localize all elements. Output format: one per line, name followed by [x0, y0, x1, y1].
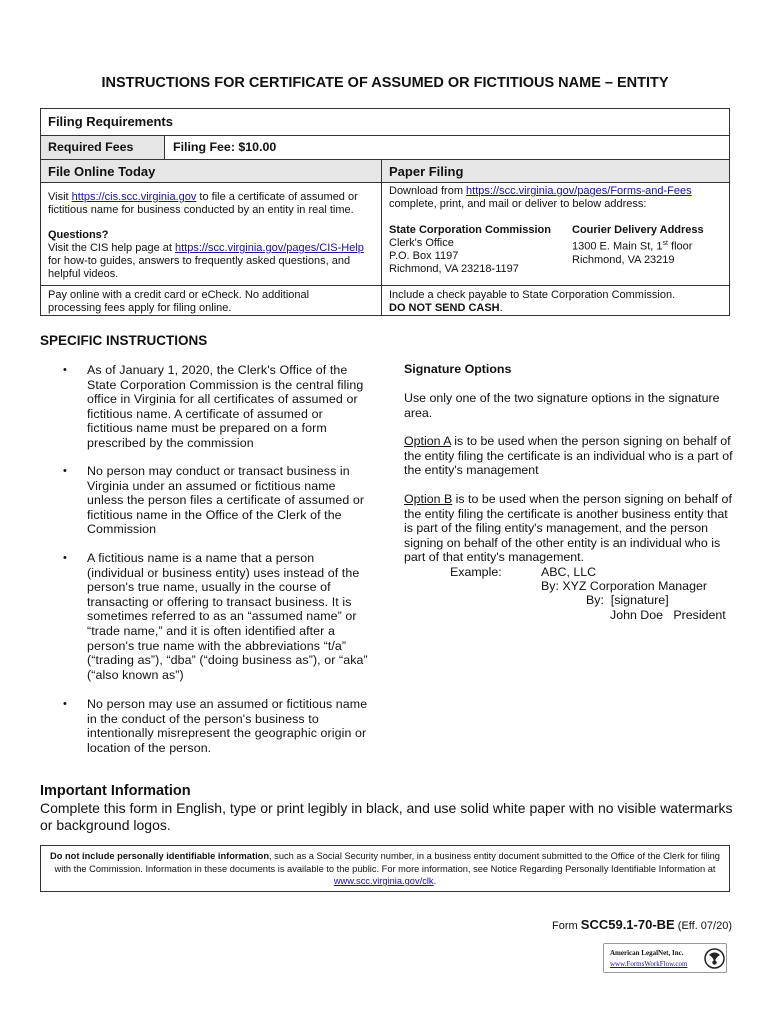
publisher-logo-icon — [704, 948, 725, 969]
signature-options-heading: Signature Options — [404, 362, 512, 376]
paper-download-text: Download from https://scc.virginia.gov/pages/Forms-and-Fees complete, print, and mail or deliver to below address: — [389, 185, 692, 210]
column-divider — [381, 159, 382, 315]
bullet-4: • — [63, 698, 67, 710]
example-line-4: John Doe President — [610, 608, 726, 622]
paper-filing-heading: Paper Filing — [389, 164, 464, 179]
example-line-2: By: XYZ Corporation Manager — [541, 579, 707, 593]
required-fees-label: Required Fees — [48, 140, 134, 154]
pii-notice-box: Do not include personally identifiable information, such as a Social Security number, in a business entity document submitted to the Office of the Clerk for filing with the Commission. Information in these documents is available to the public. For more information, see Notice Regarding Personally Identifiable Information at www.scc.virginia.gov/clk. — [40, 845, 730, 892]
publisher-url[interactable]: www.FormsWorkFlow.com — [610, 960, 688, 968]
instruction-3: A fictitious name is a name that a person (individual or business entity) uses instead of the person's true name, usually in the course of transacting or offering to transact business. It is sometimes referred to as an “assumed name” or “trade name,” and it is often identified after a person's true name with the abbreviations “t/a” (“trading as”), “dba” (“doing business as”), or “aka” (“also known as”) — [87, 551, 368, 682]
forms-and-fees-link[interactable]: https://scc.virginia.gov/pages/Forms-and-Fees — [466, 185, 692, 197]
option-a-text: Option A is to be used when the person signing on behalf of the entity filing the certificate is an individual who is a part of the entity's management — [404, 434, 733, 478]
questions-text: Visit the CIS help page at https://scc.virginia.gov/pages/CIS-Help for how-to guides, answers to frequently asked questions, and helpful videos. — [48, 242, 364, 280]
form-number: Form SCC59.1-70-BE (Eff. 07/20) — [552, 917, 732, 932]
option-b-label: Option B — [404, 492, 453, 506]
important-heading: Important Information — [40, 783, 191, 799]
option-b-text: Option B is to be used when the person signing on behalf of the entity filing the certificate is another business entity that is part of the filing entity's management, and the person signing on behalf of the other entity is an individual who is part of that entity's management. — [404, 492, 732, 565]
specific-instructions-heading: SPECIFIC INSTRUCTIONS — [40, 333, 208, 348]
file-online-heading: File Online Today — [48, 164, 156, 179]
example-line-3: By: [signature] — [586, 593, 669, 607]
cis-link[interactable]: https://cis.scc.virginia.gov — [71, 191, 197, 203]
publisher-name: American LegalNet, Inc. — [610, 949, 684, 957]
bullet-3: • — [63, 552, 67, 564]
pay-row-line — [41, 285, 729, 286]
instruction-4: No person may use an assumed or fictitious name in the conduct of the person's business to intentionally misrepresent the geographic origin or location of the person. — [87, 697, 368, 755]
publisher-badge — [603, 943, 727, 973]
online-visit-text: Visit https://cis.scc.virginia.gov to file a certificate of assumed or fictitious name for business conducted by an entity in real time. — [48, 191, 358, 216]
option-a-label: Option A — [404, 434, 451, 448]
bullet-1: • — [63, 364, 67, 376]
courier-address: 1300 E. Main St, 1st floor Richmond, VA 23219 — [572, 240, 693, 266]
clk-link[interactable]: www.scc.virginia.gov/clk — [333, 876, 434, 886]
filing-requirements-heading: Filing Requirements — [48, 114, 173, 129]
page-title: INSTRUCTIONS FOR CERTIFICATE OF ASSUMED OR FICTITIOUS NAME – ENTITY — [101, 75, 669, 91]
example-line-1: ABC, LLC — [541, 565, 597, 579]
example-label: Example: — [450, 565, 502, 579]
cis-help-link[interactable]: https://scc.virginia.gov/pages/CIS-Help — [175, 242, 364, 254]
scc-address: Clerk's Office P.O. Box 1197 Richmond, VA 23218-1197 — [389, 237, 519, 275]
important-text: Complete this form in English, type or print legibly in black, and use solid white paper with no visible watermarks or background logos. — [40, 800, 733, 833]
instruction-2: No person may conduct or transact business in Virginia under an assumed or fictitious name unless the person files a certificate of assumed or fictitious name in the Office of the Clerk of the Commission — [87, 464, 365, 537]
questions-label: Questions? — [48, 229, 109, 241]
filing-fee: Filing Fee: $10.00 — [173, 140, 277, 154]
online-pay-text: Pay online with a credit card or eCheck. No additional processing fees apply for filing online. — [48, 289, 310, 314]
paper-check-text: Include a check payable to State Corporation Commission. DO NOT SEND CASH. — [389, 289, 676, 314]
bullet-2: • — [63, 465, 67, 477]
scc-heading: State Corporation Commission — [389, 224, 551, 236]
courier-heading: Courier Delivery Address — [572, 224, 704, 236]
signature-intro: Use only one of the two signature options in the signature area. — [404, 391, 720, 420]
filing-requirements-table — [40, 108, 730, 316]
instruction-1: As of January 1, 2020, the Clerk's Office of the State Corporation Commission is the central filing office in Virginia for all certificates of assumed or fictitious name. A certificate of assumed or fictitious name must be prepared on a form prescribed by the commission — [87, 363, 364, 450]
